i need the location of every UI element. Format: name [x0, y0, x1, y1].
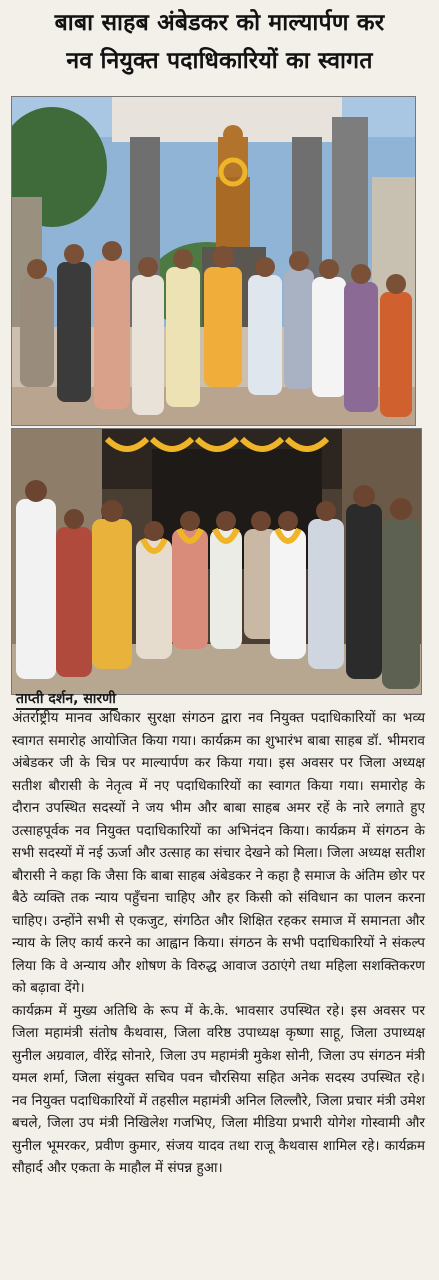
- article-paragraph-1: अंतर्राष्ट्रीय मानव अधिकार सुरक्षा संगठन द्वारा नव नियुक्त पदाधिकारियों का भव्य स्वागत समारोह आयोजित किया गया। कार्यक्रम का शुभारंभ बाबा साहब डॉ. भीमराव अंबेडकर जी के चित्र पर माल्यार्पण कर किया गया। इस अवसर पर जिला अध्यक्ष सतीश बौरासी के नेतृत्व में नए पदाधिकारियों का स्वागत किया गया। समारोह के दौरान उपस्थित सदस्यों ने जय भीम और बाबा साहब अमर रहें के नारे लगाते हुए उत्साहपूर्वक नव नियुक्त पदाधिकारियों का अभिनंदन किया। कार्यक्रम में संगठन के सभी सदस्यों में नई ऊर्जा और उत्साह का संचार देखने को मिला। जिला अध्यक्ष सतीश बौरासी ने कहा कि जैसा कि बाबा साहब अंबेडकर ने कहा है समाज के अंतिम छोर पर बैठे व्यक्ति तक न्याय पहुँचना चाहिए और हर किसी को संविधान का पालन करना चाहिए। उन्होंने सभी से एकजुट, संगठित और शिक्षित रहकर समाज में समानता और न्याय के लिए कार्य करने का आह्वान किया। संगठन के सभी पदाधिकारियों ने संकल्प लिया कि वे अन्याय और शोषण के विरुद्ध आवाज उठाएंगे तथा महिला सशक्तिकरण को बढ़ावा देंगे।: [12, 710, 425, 996]
- article-body: [12, 707, 425, 1180]
- headline-line-1: बाबा साहब अंबेडकर को माल्यार्पण कर: [54, 10, 385, 36]
- dateline: ताप्ती दर्शन, सारणी: [16, 690, 118, 710]
- photo-statue-group: [11, 96, 416, 426]
- statue-group-image: [12, 97, 415, 425]
- headline: [8, 4, 431, 92]
- article-paragraph-2: कार्यक्रम में मुख्य अतिथि के रूप में के.के. भावसार उपस्थित रहे। इस अवसर पर जिला महामंत्री संतोष कैथवास, जिला वरिष्ठ उपाध्यक्ष कृष्णा साहू, जिला उपाध्यक्ष सुनील अग्रवाल, वीरेंद्र सोनारे, जिला उप महामंत्री मुकेश सोनी, जिला उप संगठन मंत्री यमल शर्मा, जिला संयुक्त सचिव पवन चौरसिया सहित अनेक सदस्य उपस्थित रहे। नव नियुक्त पदाधिकारियों में तहसील महामंत्री अनिल लिल्लौरे, जिला प्रचार मंत्री उमेश बचले, जिला उप मंत्री निखिलेश गजभिए, जिला मीडिया प्रभारी योगेश गोस्वामी और सुनील भूमरकर, प्रवीण कुमार, संजय यादव तथा राजू कैथवास शामिल रहे। कार्यक्रम सौहार्द और एकता के माहौल में संपन्न हुआ।: [12, 1002, 425, 1176]
- garland-group-image: [12, 429, 421, 694]
- headline-line-2: नव नियुक्त पदाधिकारियों का स्वागत: [66, 48, 373, 74]
- photo-garland-group: [11, 428, 422, 695]
